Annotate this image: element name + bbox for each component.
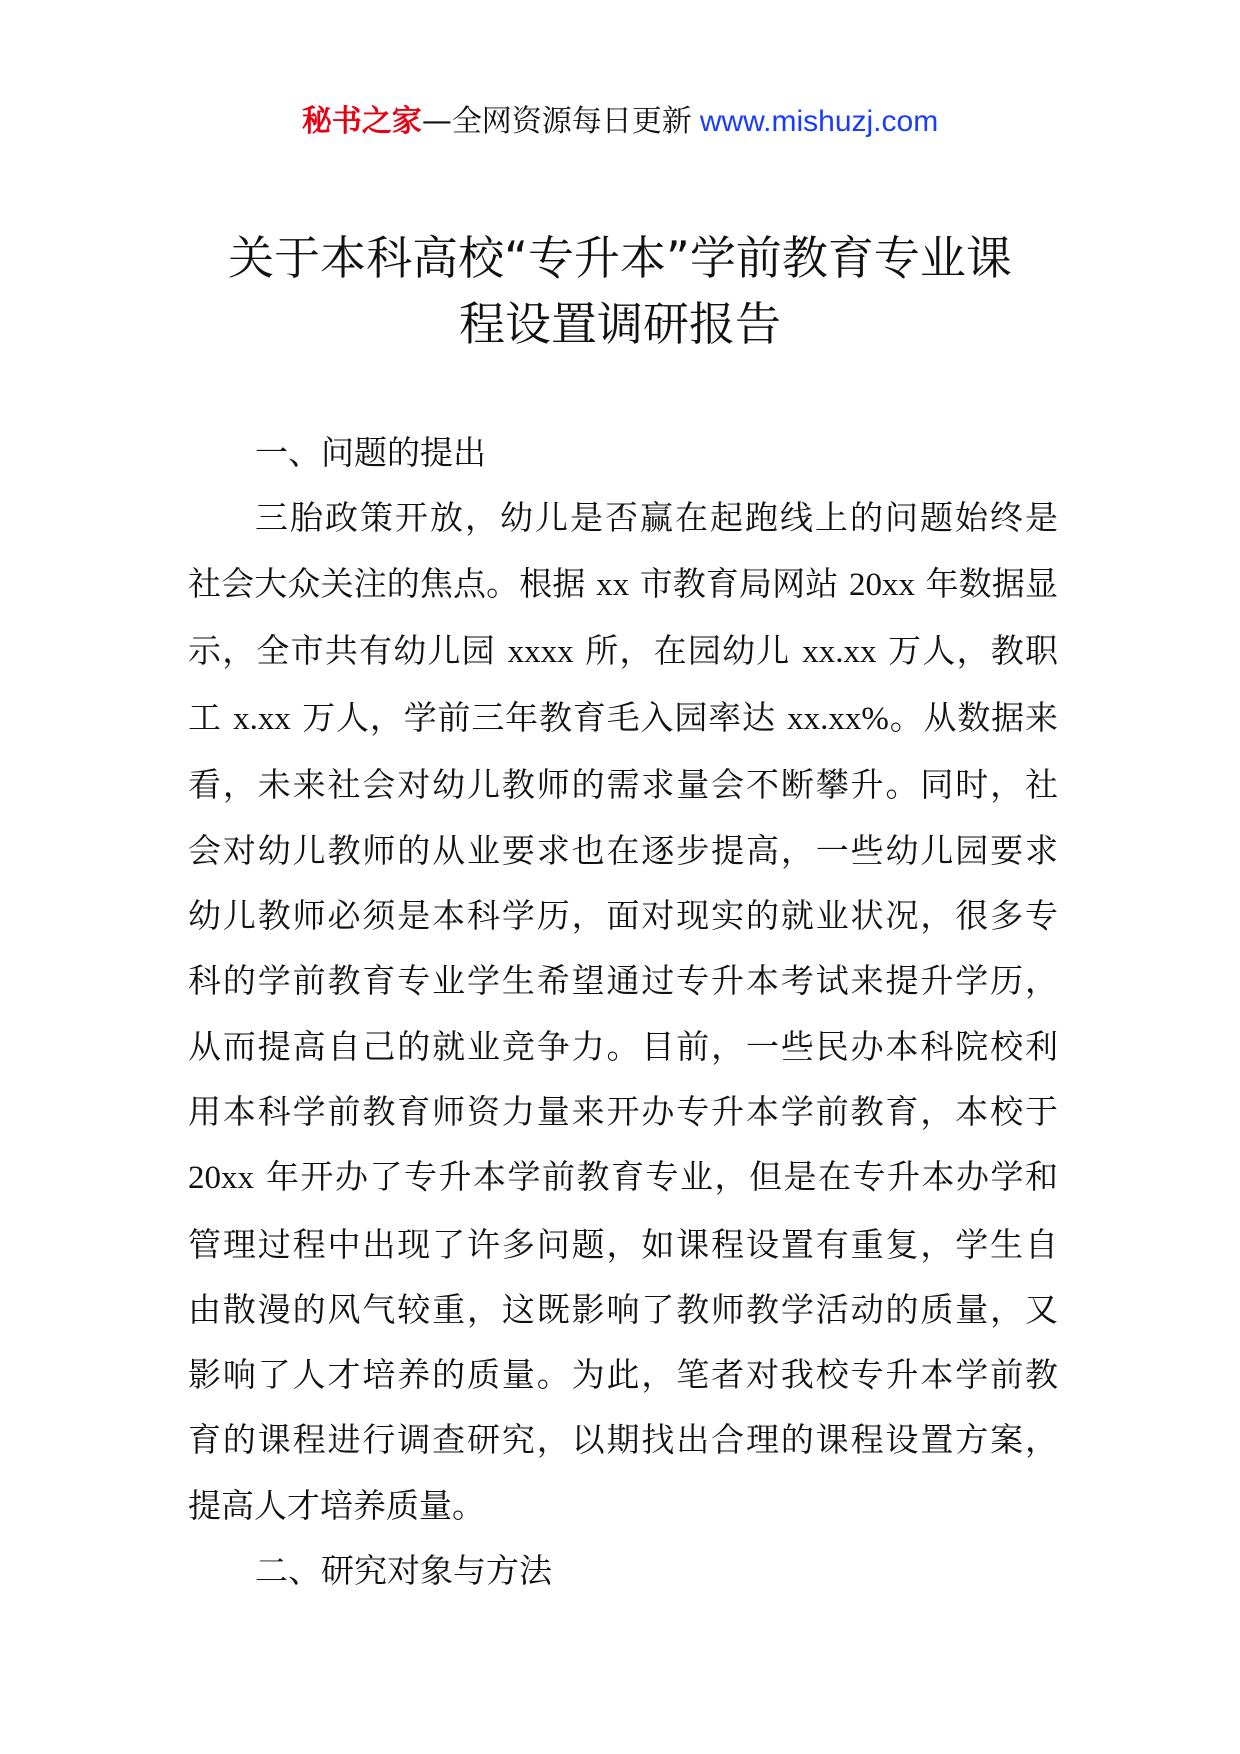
paragraph-line: 科的学前教育专业学生希望通过专升本考试来提升学历， — [188, 961, 1058, 1001]
paragraph-line: 从而提高自己的就业竞争力。目前，一些民办本科院校利 — [188, 1026, 1058, 1066]
paragraph-line: 幼儿教师必须是本科学历，面对现实的就业状况，很多专 — [188, 896, 1058, 936]
section-heading-1: 一、问题的提出 — [255, 433, 486, 472]
paragraph-line: 20xx 年开办了专升本学前教育专业，但是在专升本办学和 — [188, 1157, 1058, 1197]
paragraph-line: 提高人才培养质量。 — [188, 1485, 485, 1525]
paragraph-line: 工 x.xx 万人，学前三年教育毛入园率达 xx.xx%。从数据来 — [188, 698, 1059, 738]
paragraph-line: 由散漫的风气较重，这既影响了教师教学活动的质量，又 — [188, 1289, 1058, 1329]
paragraph-line: 三胎政策开放，幼儿是否赢在起跑线上的问题始终是 — [255, 498, 1058, 538]
site-url-link[interactable]: www.mishuzj.com — [699, 105, 939, 138]
site-header — [0, 100, 1240, 144]
paragraph-line: 社会大众关注的焦点。根据 xx 市教育局网站 20xx 年数据显 — [188, 563, 1058, 603]
paragraph-line: 用本科学前教育师资力量来开办专升本学前教育，本校于 — [188, 1091, 1058, 1131]
document-body — [188, 420, 1058, 1603]
title-line-2: 程设置调研报告 — [459, 297, 781, 351]
paragraph-line: 示，全市共有幼儿园 xxxx 所，在园幼儿 xx.xx 万人，教职 — [188, 630, 1058, 670]
header-tagline: —全网资源每日更新 — [421, 104, 692, 139]
section-heading-2: 二、研究对象与方法 — [255, 1551, 552, 1591]
paragraph-line: 育的课程进行调查研究，以期找出合理的课程设置方案， — [188, 1420, 1058, 1460]
paragraph-line: 看，未来社会对幼儿教师的需求量会不断攀升。同时，社 — [188, 765, 1058, 805]
paragraph-line: 管理过程中出现了许多问题，如课程设置有重复，学生自 — [188, 1224, 1058, 1264]
paragraph-line: 会对幼儿教师的从业要求也在逐步提高，一些幼儿园要求 — [188, 830, 1058, 870]
title-line-1: 关于本科高校“专升本”学前教育专业课 — [228, 231, 1012, 285]
paragraph-1 — [188, 485, 1058, 1538]
paragraph-line: 影响了人才培养的质量。为此，笔者对我校专升本学前教 — [188, 1355, 1058, 1395]
brand-name: 秘书之家 — [301, 104, 422, 139]
document-title — [170, 225, 1070, 357]
